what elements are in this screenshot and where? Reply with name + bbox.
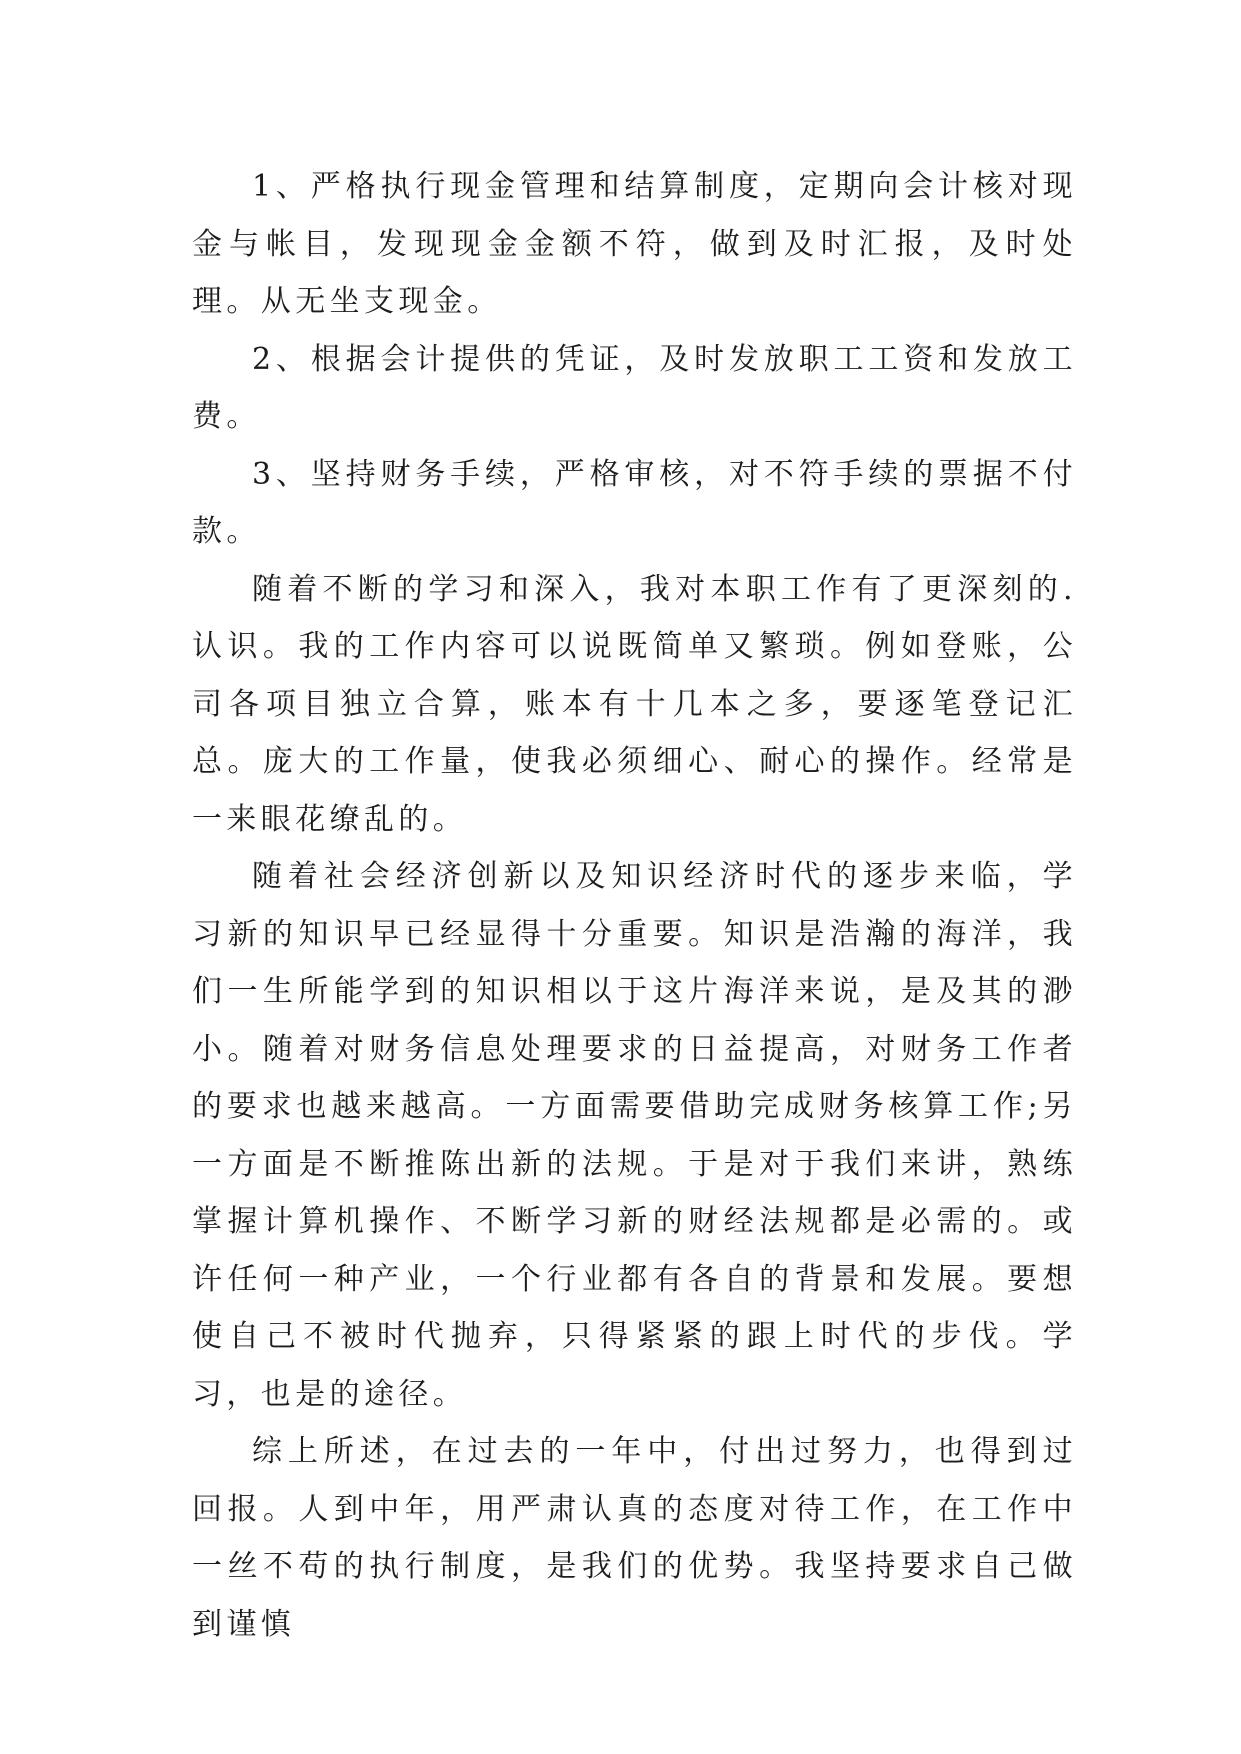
document-body	[192, 158, 1077, 1653]
paragraph-cash-management: 1、严格执行现金管理和结算制度，定期向会计核对现金与帐目，发现现金金额不符，做到及时汇报，及时处理。从无坐支现金。	[192, 169, 1077, 319]
paragraph-financial-procedures: 3、坚持财务手续，严格审核，对不符手续的票据不付款。	[192, 456, 1077, 549]
paragraph-summary: 综上所述，在过去的一年中，付出过努力，也得到过回报。人到中年，用严肃认真的态度对待工作，在工作中一丝不苟的执行制度，是我们的优势。我坚持要求自己做到谨慎	[192, 1434, 1077, 1642]
paragraph-learning: 随着社会经济创新以及知识经济时代的逐步来临，学习新的知识早已经显得十分重要。知识是浩瀚的海洋，我们一生所能学到的知识相以于这片海洋来说，是及其的渺小。随着对财务信息处理要求的日益提高，对财务工作者的要求也越来越高。一方面需要借助完成财务核算工作;另一方面是不断推陈出新的法规。于是对于我们来讲，熟练掌握计算机操作、不断学习新的财经法规都是必需的。或许任何一种产业，一个行业都有各自的背景和发展。要想使自己不被时代抛弃，只得紧紧的跟上时代的步伐。学习，也是的途径。	[192, 859, 1077, 1412]
paragraph-wage-payment: 2、根据会计提供的凭证，及时发放职工工资和发放工费。	[192, 341, 1077, 434]
paragraph-job-understanding: 随着不断的学习和深入，我对本职工作有了更深刻的.认识。我的工作内容可以说既简单又繁琐。例如登账，公司各项目独立合算，账本有十几本之多，要逐笔登记汇总。庞大的工作量，使我必须细心、耐心的操作。经常是一来眼花缭乱的。	[192, 571, 1077, 837]
